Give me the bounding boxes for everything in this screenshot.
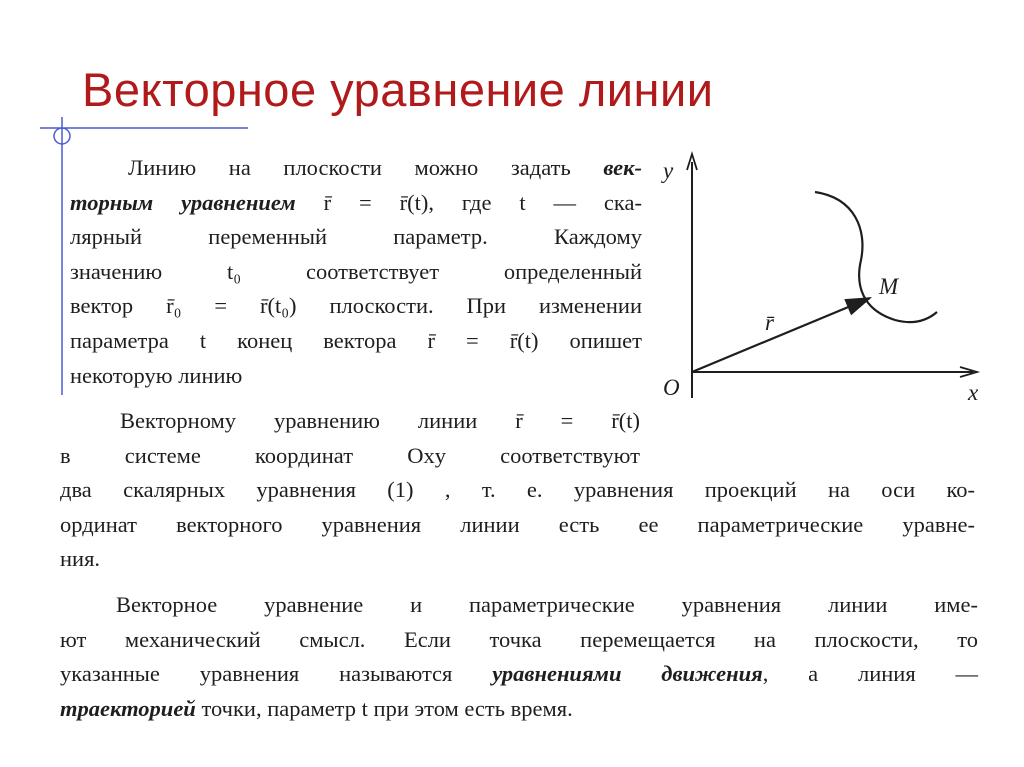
slide-title: Векторное уравнение линии — [82, 63, 714, 116]
x-axis-label: x — [968, 380, 979, 405]
radius-vector — [692, 298, 870, 372]
text-line: значению t₀ соответствует определенный — [70, 258, 642, 284]
text-line: торным уравнением r̄ = r̄(t), где t — ска- — [70, 189, 642, 215]
text-line: два скалярных уравнения (1) , т. е. уравнения проекций на оси ко- — [60, 477, 975, 503]
text-line: ния. — [60, 546, 101, 572]
trajectory-curve — [815, 192, 937, 322]
text-line: Линию на плоскости можно задать век- — [128, 155, 642, 180]
text-line: ют механический смысл. Если точка перемещается на плоскости, то — [60, 626, 978, 652]
text-line: Векторное уравнение и параметрические уравнения линии име- — [116, 592, 978, 617]
curve-diagram — [655, 150, 995, 420]
text-line: Векторному уравнению линии r̄ = r̄(t) — [120, 408, 640, 433]
text-line: в системе координат Oxy соответствуют — [60, 442, 640, 468]
text-line: некоторую линию — [70, 362, 243, 388]
origin-label: O — [663, 375, 680, 400]
point-m-label: M — [879, 274, 899, 299]
text-line: лярный переменный параметр. Каждому — [70, 224, 642, 250]
paragraph-mechanical-meaning — [60, 588, 978, 726]
y-axis-label: y — [663, 158, 674, 183]
paragraph-vector-line — [70, 151, 642, 393]
text-line: ординат векторного уравнения линии есть ее параметрические уравне- — [60, 511, 975, 537]
text-line: параметра t конец вектора r̄ = r̄(t) опишет — [70, 327, 642, 353]
paragraph-scalar-equations — [60, 404, 975, 577]
vector-r-label: r̄ — [765, 310, 774, 335]
text-line: траекторией точки, параметр t при этом есть время. — [60, 695, 573, 721]
text-line: вектор r̄₀ = r̄(t₀) плоскости. При изменении — [70, 293, 642, 319]
text-line: указанные уравнения называются уравнениями движения, а линия — — [60, 661, 978, 687]
